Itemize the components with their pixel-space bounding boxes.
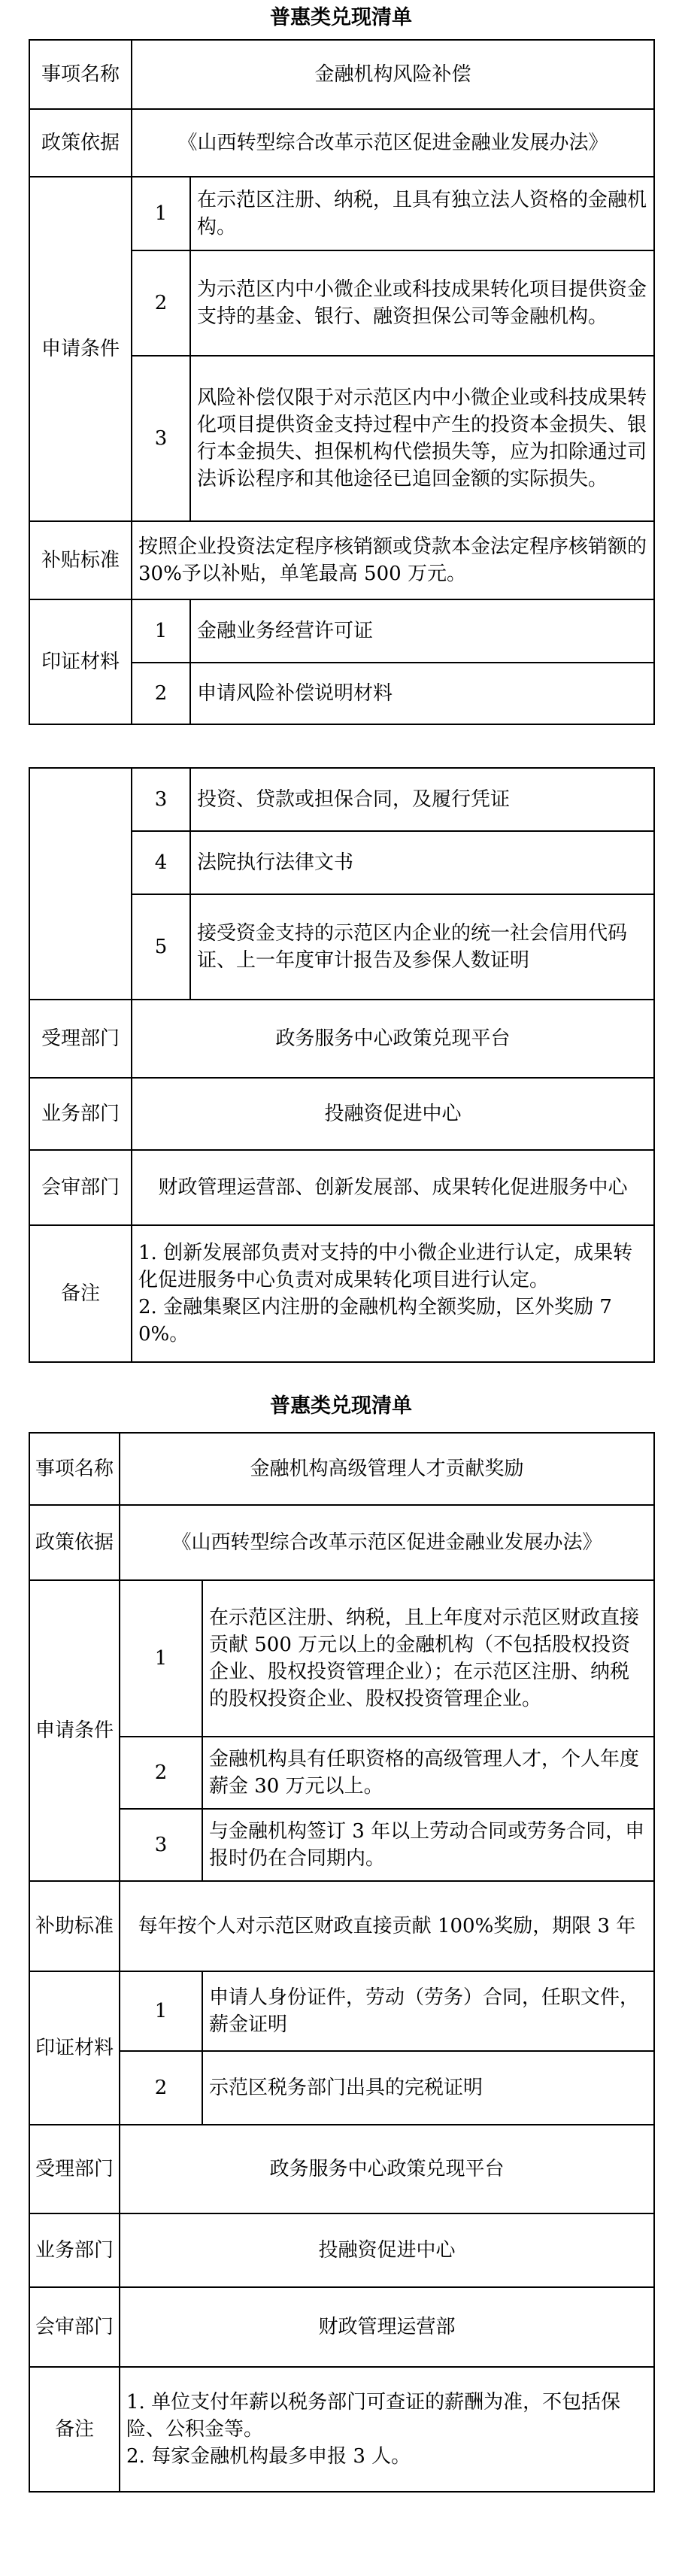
condition-text: 在示范区注册、纳税，且上年度对示范区财政直接贡献 500 万元以上的金融机构（不包括股权投资企业、股权投资管理企业）；在示范区注册、纳税的股权投资企业、股权投资管理企业。 [202,1580,654,1737]
accept-label: 受理部门 [29,2125,120,2213]
business-value: 投融资促进中心 [120,2213,654,2287]
notes-cell [120,2367,654,2492]
material-num: 2 [132,663,190,724]
note-line: 2. 每家金融机构最多申报 3 人。 [126,2445,411,2468]
material-text: 申请人身份证件，劳动（劳务）合同，任职文件，薪金证明 [202,1971,654,2051]
subsidy-label: 补贴标准 [29,521,132,599]
item-value: 金融机构高级管理人才贡献奖励 [120,1433,654,1505]
note-line: 1. 创新发展部负责对支持的中小微企业进行认定，成果转化促进服务中心负责对成果转化项目进行认定。 [138,1242,633,1291]
section2-title: 普惠类兑现清单 [270,1394,412,1418]
section1-table-part2 [29,767,655,1363]
condition-text: 为示范区内中小微企业或科技成果转化项目提供资金支持的基金、银行、融资担保公司等金融机构。 [190,250,654,356]
subsidy-value: 每年按个人对示范区财政直接贡献 100%奖励，期限 3 年 [120,1881,654,1971]
business-label: 业务部门 [29,1078,132,1150]
conditions-label: 申请条件 [29,1580,120,1881]
section1-table-part1 [29,39,655,725]
accept-value: 政务服务中心政策兑现平台 [120,2125,654,2213]
review-value: 财政管理运营部 [120,2287,654,2367]
note-line: 1. 单位支付年薪以税务部门可查证的薪酬为准，不包括保险、公积金等。 [126,2391,621,2441]
item-label: 事项名称 [29,1433,120,1505]
material-text: 投资、贷款或担保合同，及履行凭证 [190,768,654,831]
note-line: 2. 金融集聚区内注册的金融机构全额奖励，区外奖励 70%。 [138,1296,612,1346]
material-text: 申请风险补偿说明材料 [190,663,654,724]
notes-cell [132,1225,654,1362]
condition-num: 2 [120,1737,202,1809]
accept-value: 政务服务中心政策兑现平台 [132,1000,654,1078]
review-value: 财政管理运营部、创新发展部、成果转化促进服务中心 [132,1150,654,1225]
section1-title: 普惠类兑现清单 [270,6,412,29]
policy-value: 《山西转型综合改革示范区促进金融业发展办法》 [120,1505,654,1580]
policy-label: 政策依据 [29,1505,120,1580]
material-text: 法院执行法律文书 [190,831,654,894]
item-value: 金融机构风险补偿 [132,40,654,109]
condition-num: 1 [132,177,190,250]
condition-num: 2 [132,250,190,356]
material-text: 接受资金支持的示范区内企业的统一社会信用代码证、上一年度审计报告及参保人数证明 [190,894,654,1000]
section2-table [29,1432,655,2493]
material-num: 1 [132,599,190,663]
subsidy-value: 按照企业投资法定程序核销额或贷款本金法定程序核销额的 30%予以补贴，单笔最高 500 万元。 [132,521,654,599]
policy-label: 政策依据 [29,109,132,177]
condition-text: 在示范区注册、纳税，且具有独立法人资格的金融机构。 [190,177,654,250]
condition-text: 风险补偿仅限于对示范区内中小微企业或科技成果转化项目提供资金支持过程中产生的投资本金损失、银行本金损失、担保机构代偿损失等，应为扣除通过司法诉讼程序和其他途径已追回金额的实际损失。 [190,356,654,521]
material-num: 3 [132,768,190,831]
materials-continued-cell [29,768,132,1000]
material-num: 1 [120,1971,202,2051]
condition-text: 金融机构具有任职资格的高级管理人才，个人年度薪金 30 万元以上。 [202,1737,654,1809]
material-text: 示范区税务部门出具的完税证明 [202,2051,654,2125]
conditions-label: 申请条件 [29,177,132,521]
material-num: 2 [120,2051,202,2125]
materials-label: 印证材料 [29,599,132,724]
notes-label: 备注 [29,1225,132,1362]
material-text: 金融业务经营许可证 [190,599,654,663]
review-label: 会审部门 [29,1150,132,1225]
material-num: 5 [132,894,190,1000]
item-label: 事项名称 [29,40,132,109]
business-value: 投融资促进中心 [132,1078,654,1150]
business-label: 业务部门 [29,2213,120,2287]
condition-num: 3 [132,356,190,521]
accept-label: 受理部门 [29,1000,132,1078]
condition-num: 1 [120,1580,202,1737]
materials-label: 印证材料 [29,1971,120,2125]
policy-value: 《山西转型综合改革示范区促进金融业发展办法》 [132,109,654,177]
notes-label: 备注 [29,2367,120,2492]
condition-text: 与金融机构签订 3 年以上劳动合同或劳务合同，申报时仍在合同期内。 [202,1809,654,1881]
review-label: 会审部门 [29,2287,120,2367]
condition-num: 3 [120,1809,202,1881]
subsidy-label: 补助标准 [29,1881,120,1971]
material-num: 4 [132,831,190,894]
